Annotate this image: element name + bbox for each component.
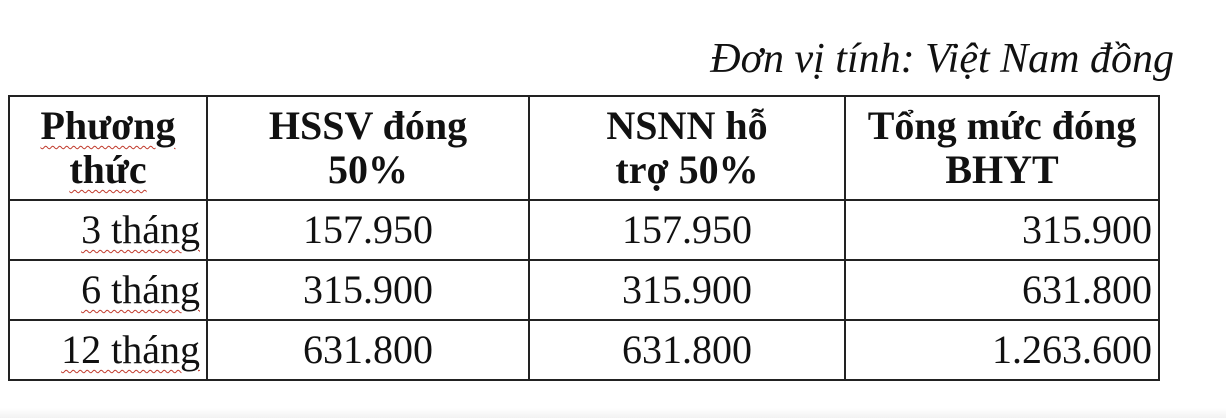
cell-state-support: 157.950 <box>529 200 845 260</box>
table-row <box>9 200 1159 260</box>
unit-note: Đơn vị tính: Việt Nam đồng <box>710 36 1174 82</box>
cell-total: 1.263.600 <box>845 320 1159 380</box>
cell-method <box>9 200 207 260</box>
cell-total: 631.800 <box>845 260 1159 320</box>
header-state-support <box>529 96 845 200</box>
header-total-contribution-line1: Tổng mức đóng <box>867 103 1137 148</box>
cell-total: 315.900 <box>845 200 1159 260</box>
table-row <box>9 320 1159 380</box>
table-row <box>9 260 1159 320</box>
header-method <box>9 96 207 200</box>
header-method-line2: thức <box>69 147 147 192</box>
cell-student-share: 315.900 <box>207 260 529 320</box>
cell-student-share: 157.950 <box>207 200 529 260</box>
cell-method <box>9 260 207 320</box>
header-total-contribution <box>845 96 1159 200</box>
header-method-line1: Phương <box>40 103 176 148</box>
table-header-row <box>9 96 1159 200</box>
next-line-fragment <box>0 408 1226 418</box>
cell-method-text: 6 tháng <box>81 267 200 312</box>
header-total-contribution-line2: BHYT <box>945 147 1059 192</box>
cell-student-share: 631.800 <box>207 320 529 380</box>
cell-state-support: 315.900 <box>529 260 845 320</box>
header-student-share-line2: 50% <box>328 147 408 192</box>
cell-method <box>9 320 207 380</box>
header-state-support-line1: NSNN hỗ <box>606 103 768 148</box>
insurance-fee-table <box>8 95 1160 381</box>
header-student-share-line1: HSSV đóng <box>268 103 468 148</box>
header-state-support-line2: trợ 50% <box>615 147 759 192</box>
header-student-share <box>207 96 529 200</box>
cell-method-text: 12 tháng <box>61 327 200 372</box>
cell-method-text: 3 tháng <box>81 207 200 252</box>
cell-state-support: 631.800 <box>529 320 845 380</box>
